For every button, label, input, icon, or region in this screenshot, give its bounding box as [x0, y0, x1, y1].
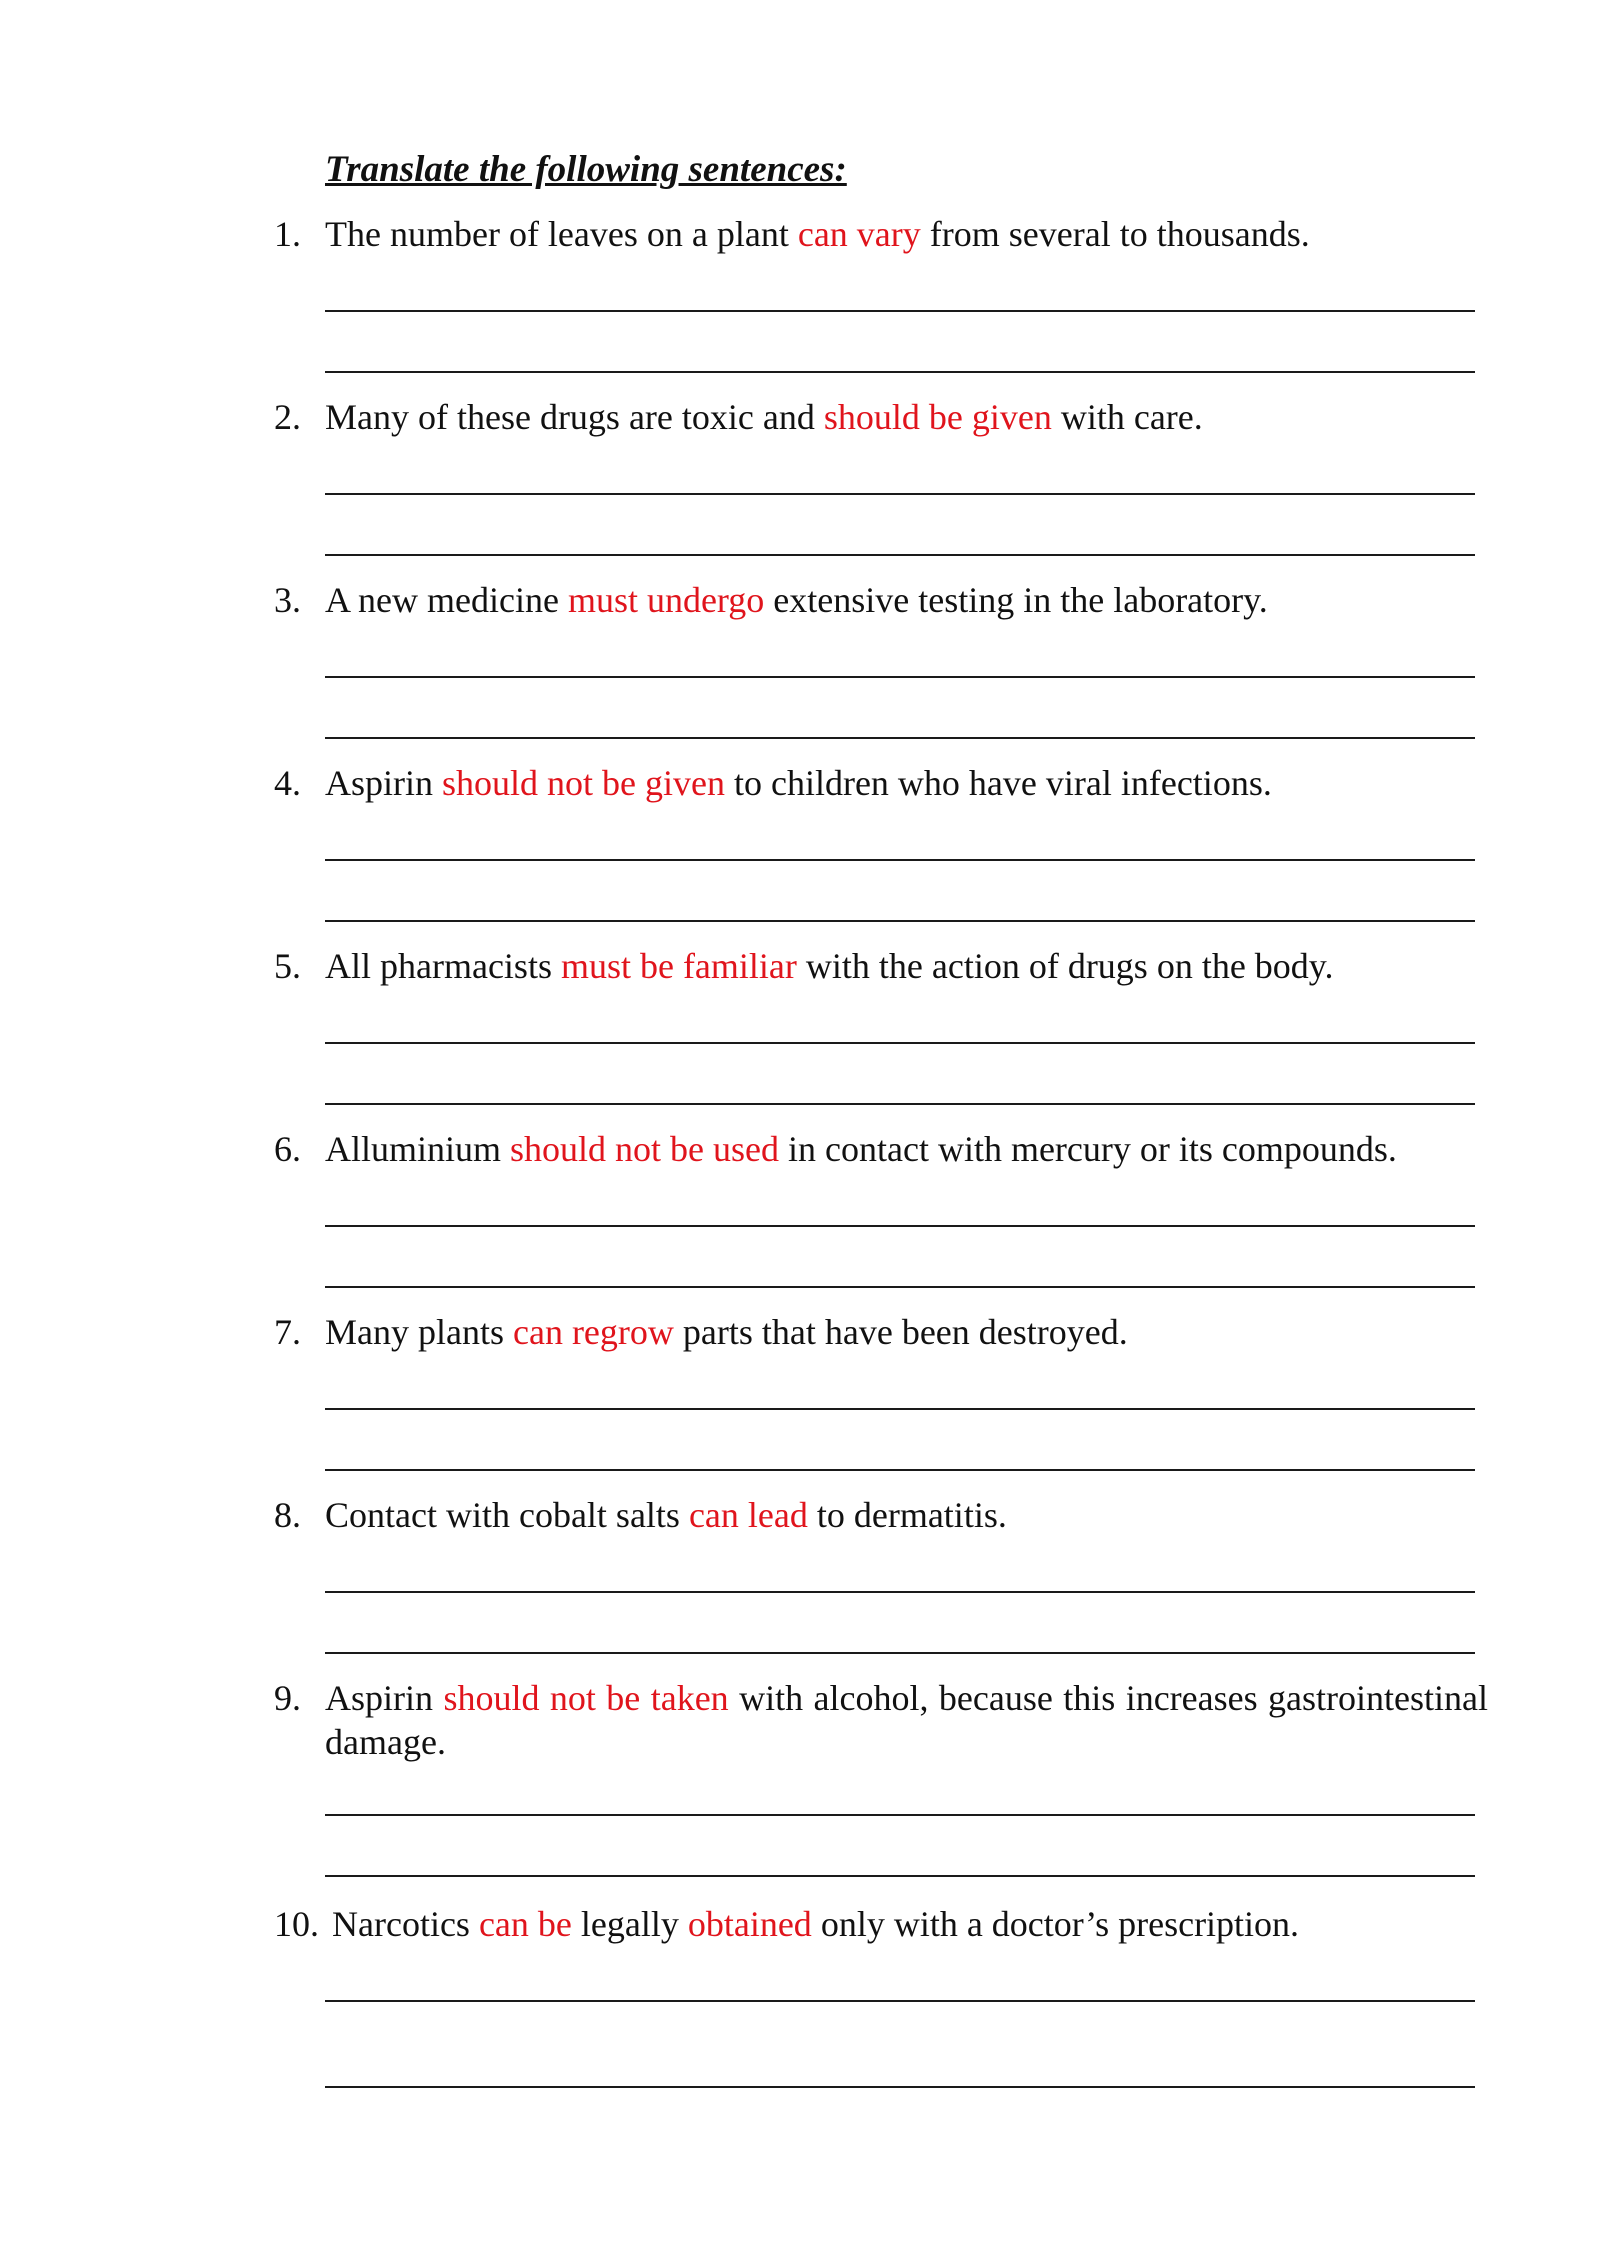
exercise-item [274, 212, 1488, 382]
exercise-item [274, 1310, 1488, 1480]
answer-line[interactable] [325, 1875, 1475, 1877]
highlighted-phrase: obtained [687, 1904, 812, 1944]
item-number: 7. [274, 1312, 301, 1352]
answer-line[interactable] [325, 493, 1475, 495]
sentence-part: The number of leaves on a plant [325, 214, 798, 254]
page-title: Translate the following sentences: [325, 149, 847, 190]
exercise-item [274, 1902, 1488, 2092]
item-number: 9. [274, 1678, 301, 1718]
answer-line[interactable] [325, 1814, 1475, 1816]
highlighted-phrase: should not be taken [443, 1678, 729, 1718]
sentence-text [325, 395, 1488, 439]
exercise-item [274, 578, 1488, 748]
sentence-part: extensive testing in the laboratory. [764, 580, 1268, 620]
exercise-item [274, 761, 1488, 931]
exercise-item [274, 1676, 1488, 1886]
highlighted-phrase: should not be given [442, 763, 725, 803]
item-number: 3. [274, 580, 301, 620]
highlighted-phrase: can lead [688, 1495, 808, 1535]
sentence-text [325, 1493, 1488, 1537]
sentence-part: All pharmacists [325, 946, 561, 986]
sentence-text [325, 212, 1488, 256]
sentence-part: Aspirin [325, 1678, 444, 1718]
answer-line[interactable] [325, 1286, 1475, 1288]
sentence [274, 1127, 1488, 1171]
answer-line[interactable] [325, 1652, 1475, 1654]
item-number: 1. [274, 214, 301, 254]
highlighted-phrase: can vary [797, 214, 921, 254]
sentence-part: parts that have been destroyed. [673, 1312, 1128, 1352]
exercise-item [274, 1127, 1488, 1297]
exercise-item [274, 944, 1488, 1114]
sentence [274, 1493, 1488, 1537]
answer-line[interactable] [325, 1408, 1475, 1410]
sentence-part: to children who have viral infections. [724, 763, 1272, 803]
item-number: 5. [274, 946, 301, 986]
sentence-part: Contact with cobalt salts [325, 1495, 689, 1535]
answer-line[interactable] [325, 2000, 1475, 2002]
sentence-part: with care. [1051, 397, 1203, 437]
item-number: 4. [274, 763, 301, 803]
highlighted-phrase: can be [478, 1904, 572, 1944]
highlighted-phrase: must be familiar [560, 946, 797, 986]
answer-line[interactable] [325, 1225, 1475, 1227]
answer-line[interactable] [325, 859, 1475, 861]
answer-line[interactable] [325, 1591, 1475, 1593]
sentence [274, 395, 1488, 439]
answer-line[interactable] [325, 676, 1475, 678]
sentence-text [325, 1676, 1488, 1764]
highlighted-phrase: must undergo [567, 580, 765, 620]
item-number: 8. [274, 1495, 301, 1535]
sentence-part: from several to thousands. [920, 214, 1310, 254]
sentence-part: in contact with mercury or its compounds. [779, 1129, 1397, 1169]
sentence [274, 1902, 1488, 1946]
exercise-item [274, 395, 1488, 565]
sentence-part: Many plants [325, 1312, 513, 1352]
sentence-text [325, 944, 1488, 988]
sentence-part: legally [571, 1904, 688, 1944]
sentence-part: A new medicine [325, 580, 568, 620]
highlighted-phrase: should be given [823, 397, 1052, 437]
answer-line[interactable] [325, 1469, 1475, 1471]
sentence [274, 1676, 1488, 1764]
answer-line[interactable] [325, 554, 1475, 556]
item-number: 6. [274, 1129, 301, 1169]
sentence-part: to dermatitis. [807, 1495, 1007, 1535]
sentence-text [325, 761, 1488, 805]
item-number: 2. [274, 397, 301, 437]
answer-line[interactable] [325, 1103, 1475, 1105]
sentence-part: Aspirin [325, 763, 442, 803]
sentence-part: with alcohol, because this increases gastrointestinal damage. [325, 1678, 1489, 1762]
answer-line[interactable] [325, 737, 1475, 739]
exercise-item [274, 1493, 1488, 1663]
sentence [274, 578, 1488, 622]
answer-line[interactable] [325, 1042, 1475, 1044]
sentence-part: Many of these drugs are toxic and [325, 397, 824, 437]
sentence [274, 212, 1488, 256]
answer-line[interactable] [325, 310, 1475, 312]
sentence [274, 1310, 1488, 1354]
sentence-part: only with a doctor’s prescription. [811, 1904, 1300, 1944]
answer-line[interactable] [325, 920, 1475, 922]
highlighted-phrase: can regrow [512, 1312, 674, 1352]
sentence-part: with the action of drugs on the body. [796, 946, 1334, 986]
sentence-text [325, 1310, 1488, 1354]
sentence-part: Narcotics [332, 1904, 479, 1944]
sentence-text [332, 1902, 1488, 1946]
sentence [274, 761, 1488, 805]
sentence [274, 944, 1488, 988]
highlighted-phrase: should not be used [510, 1129, 779, 1169]
sentence-text [325, 1127, 1488, 1171]
answer-line[interactable] [325, 2086, 1475, 2088]
item-number: 10. [274, 1904, 319, 1944]
sentence-text [325, 578, 1488, 622]
answer-line[interactable] [325, 371, 1475, 373]
sentence-part: Alluminium [325, 1129, 511, 1169]
